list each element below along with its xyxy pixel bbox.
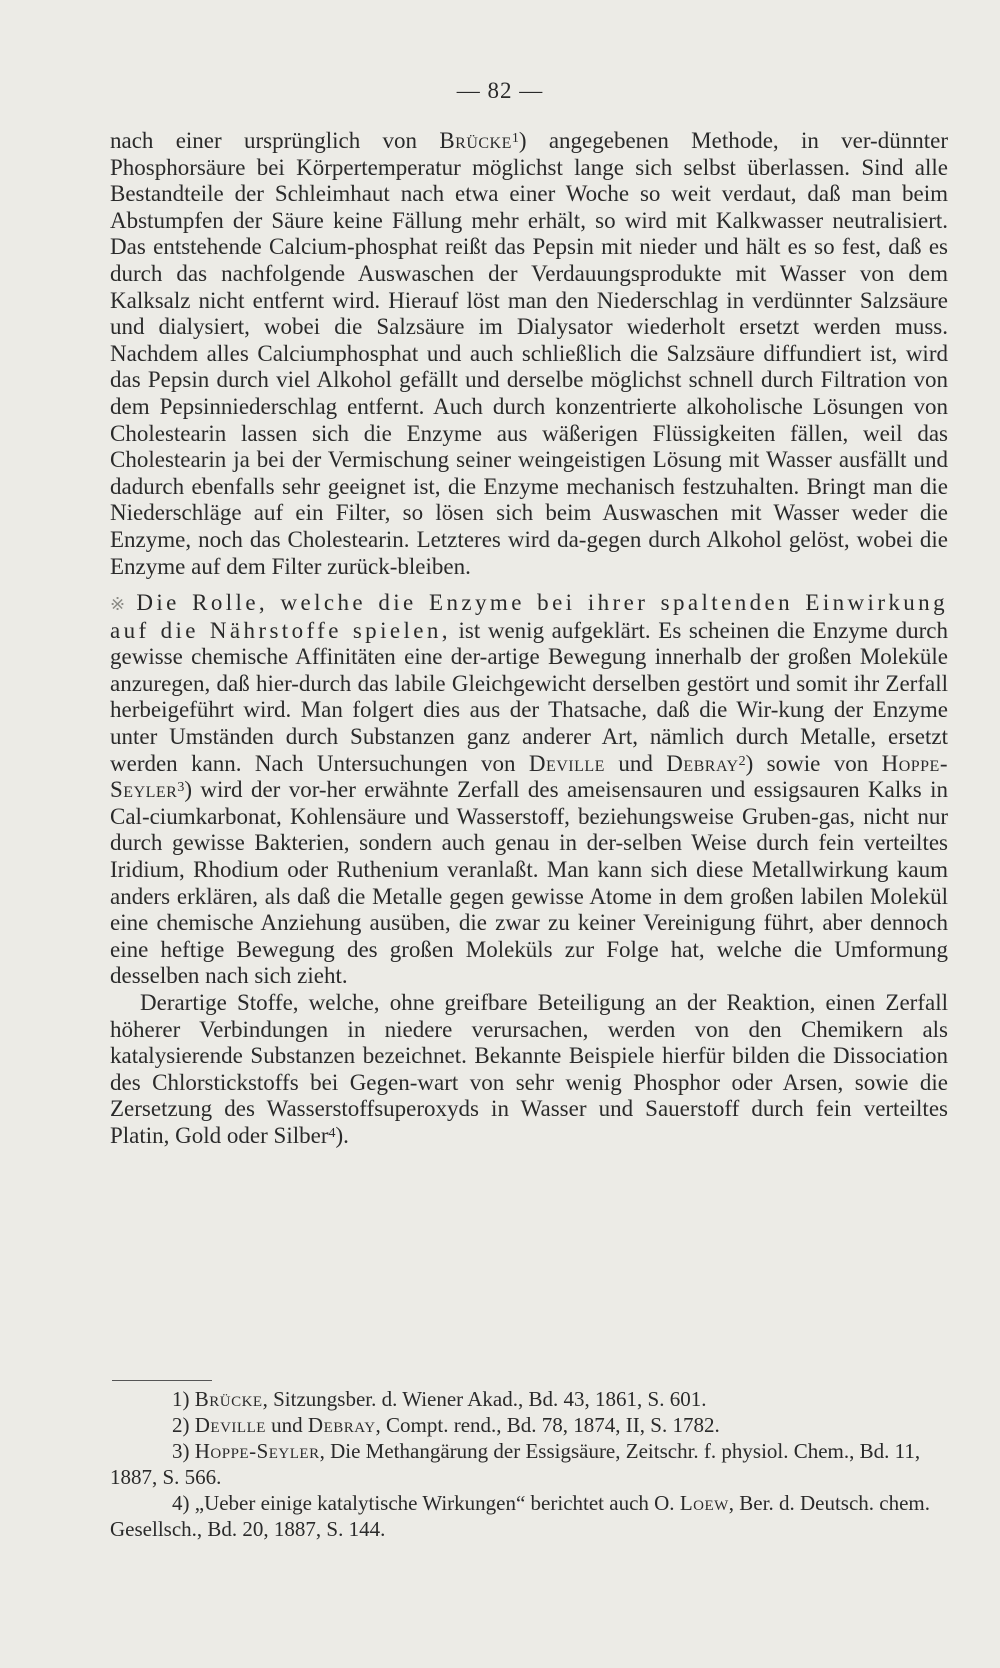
footnote-4: 4) „Ueber einige katalytische Wirkungen“ berichtet auch O. Loew, Ber. d. Deutsch. chem. Gesellsch., Bd. 20, 1887, S. 144.	[110, 1491, 930, 1541]
text-run: und	[604, 750, 667, 776]
footnote-marker: 4	[328, 1125, 336, 1141]
footnote-2: 2) Deville und Debray, Compt. rend., Bd. 78, 1874, II, S. 1782.	[172, 1413, 720, 1437]
text-run: Derartige Stoffe, welche, ohne greifbare Beteiligung an der Reaktion, einen Zerfall höherer Verbindungen in niedere verursachen, werden von den Chemikern als katalysierende Substanzen bezeichnet. Bekannte Beispiele hierfür bilden die Dissociation des Chlorstickstoffs bei Gegen-wart von sehr wenig Phosphor oder Arsen, sowie die Zersetzung des Wasserstoffsuperoxyds in Wasser und Sauerstoff durch fein verteiltes Platin, Gold oder Silber	[110, 990, 948, 1148]
paragraph-3	[110, 990, 948, 1150]
text-run: ist wenig aufgeklärt. Es scheinen die Enzyme durch gewisse chemische Affinitäten eine der-artige Bewegung innerhalb der großen Moleküle anzuregen, daß hier-durch das labile Gleichgewicht derselben gestört und somit ihr Zerfall herbeigeführt wird. Man folgert dies aus der Thatsache, daß die Wir-kung der Enzyme unter Umständen durch Substanzen ganz anderer Art, nämlich durch Metalle, ersetzt werden kann. Nach Untersuchungen von	[110, 617, 948, 776]
footnote-marker: 3	[177, 780, 185, 796]
body-text	[110, 128, 948, 1150]
author-name: Deville	[528, 750, 605, 776]
ornament-mark: ※	[110, 594, 129, 615]
author-name: Debray	[666, 750, 739, 776]
footnote-3: 3) Hoppe-Seyler, Die Methangärung der Essigsäure, Zeitschr. f. physiol. Chem., Bd. 11, 1887, S. 566.	[110, 1439, 921, 1489]
author-name: Hoppe-Seyler	[110, 750, 948, 803]
text-run: ) angegebenen Methode, in ver-dünnter Phosphorsäure bei Körpertemperatur möglichst lange sich selbst überlassen. Sind alle Bestandteile der Schleimhaut nach etwa einer Woche so weit verdaut, daß man beim Abstumpfen der Säure keine Fällung mehr erhält, so wird mit Kalkwasser neutralisiert. Das entstehende Calcium-phosphat reißt das Pepsin mit nieder und hält es so fest, daß es durch das nachfolgende Auswaschen der Verdauungsprodukte mit Wasser von dem Kalksalz nicht entfernt wird. Hierauf löst man den Niederschlag in verdünnter Salzsäure und dialysiert, wobei die Salzsäure im Dialysator wiederholt ersetzt werden muss. Nachdem alles Calciumphosphat und auch schließlich die Salzsäure diffundiert ist, wird das Pepsin durch viel Alkohol gefällt und derselbe möglichst schnell durch Filtration von dem Pepsinniederschlag entfernt. Auch durch konzentrierte alkoholische Lösungen von Cholestearin lassen sich die Enzyme aus wäßerigen Flüssigkeiten fällen, weil das Cholestearin ja bei der Vermischung seiner weingeistigen Lösung mit Wasser ausfällt und dadurch ebenfalls sehr geeignet ist, die Enzyme mechanisch festzuhalten. Bringt man die Niederschläge auf ein Filter, so lösen sich beim Auswaschen mit Wasser weder die Enzyme, noch das Cholestearin. Letzteres wird da-gegen durch Alkohol gelöst, wobei die Enzyme auf dem Filter zurück-bleiben.	[110, 128, 948, 579]
footnote-marker: 2	[738, 753, 746, 769]
page-number: — 82 —	[456, 78, 544, 103]
text-run: ).	[335, 1122, 349, 1148]
text-run: nach einer ursprünglich von	[110, 128, 440, 153]
text-run: ) wird der vor-her erwähnte Zerfall des ameisensauren und essigsauren Kalks in Cal-ciumkarbonat, Kohlensäure und Wasserstoff, beziehungsweise Gruben-gas, nicht nur durch gewisse Bakterien, sondern auch genau in der-selben Weise durch fein verteiltes Iridium, Rhodium oder Ruthenium veranlaßt. Man kann sich diese Metallwirkung kaum anders erklären, als daß die Metalle gegen gewisse Atome in dem großen labilen Molekül eine chemische Anziehung ausüben, die zwar zu keiner Vereinigung führt, aber dennoch eine heftige Bewegung des großen Moleküls zur Folge hat, welche die Umformung desselben nach sich zieht.	[110, 777, 948, 989]
paragraph-2	[110, 590, 948, 990]
footnote-1: 1) Brücke, Sitzungsber. d. Wiener Akad., Bd. 43, 1861, S. 601.	[172, 1387, 707, 1411]
author-name: Brücke	[439, 128, 512, 153]
paragraph-1	[110, 128, 948, 580]
footnote-divider	[112, 1380, 212, 1381]
footnotes	[110, 1386, 948, 1542]
emphasized-text: Die Rolle, welche die Enzyme bei ihrer spaltenden Einwirkung auf die Nährstoffe spielen,	[110, 590, 948, 643]
text-run: ) sowie von	[745, 750, 882, 776]
footnote-marker: 1	[511, 131, 519, 146]
